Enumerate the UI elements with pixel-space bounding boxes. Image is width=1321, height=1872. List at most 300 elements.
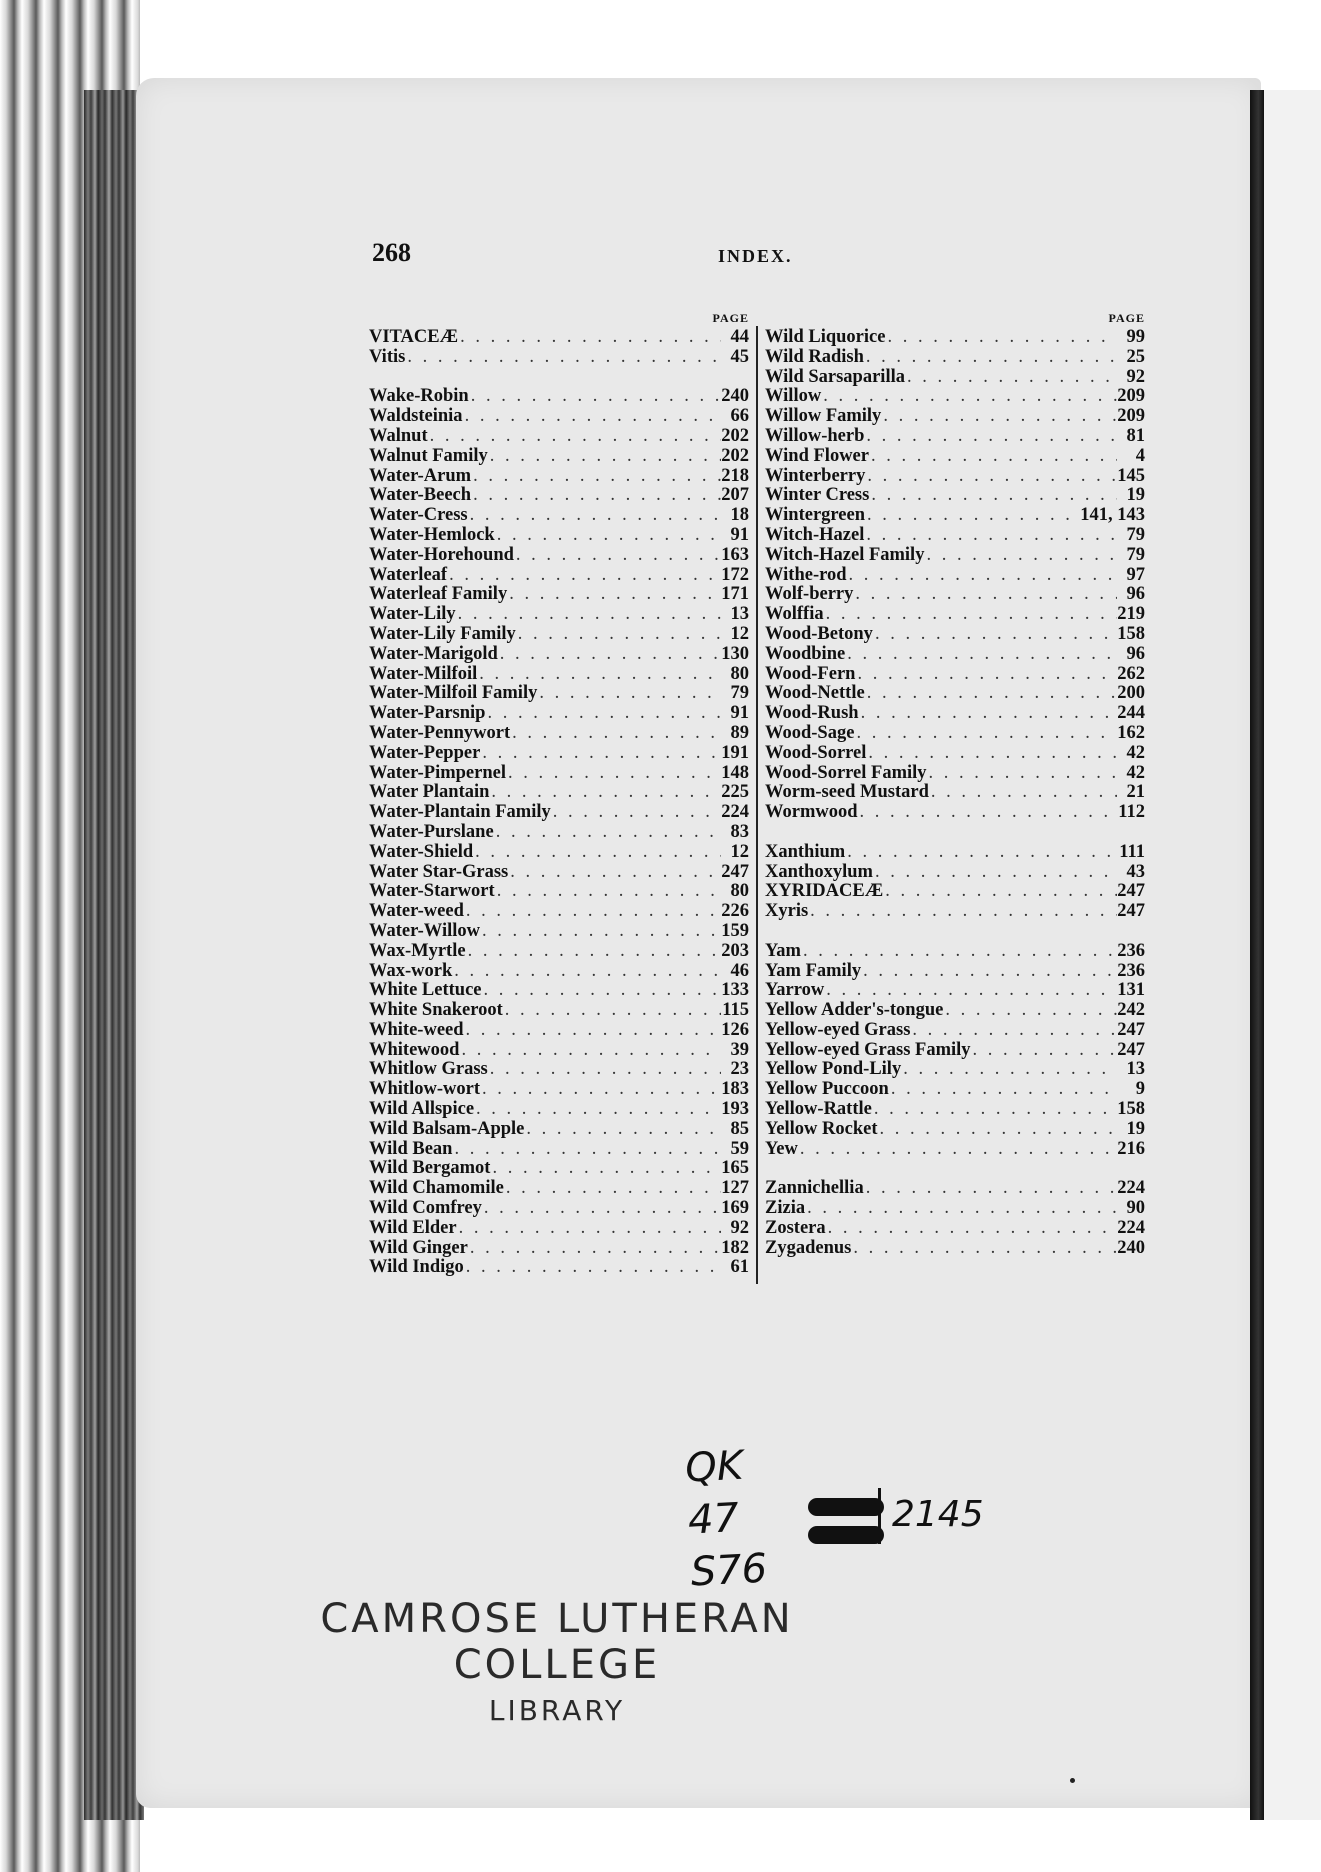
entry-page: 141, 143 (1080, 506, 1145, 526)
entry-page: 165 (721, 1159, 749, 1179)
index-entry (765, 368, 1145, 388)
entry-page: 79 (1126, 525, 1145, 545)
leader-dots (801, 942, 1117, 962)
index-column-left (369, 310, 749, 1278)
entry-page: 13 (730, 605, 749, 625)
index-entry (369, 803, 749, 823)
leader-dots (824, 605, 1117, 625)
index-entry (369, 823, 749, 843)
entry-name: Wood-Sorrel Family (765, 763, 927, 783)
leader-dots (824, 981, 1117, 1001)
leader-dots (826, 1219, 1117, 1239)
entry-page: 163 (721, 545, 749, 565)
leader-dots (855, 665, 1117, 685)
index-entry (369, 1258, 749, 1278)
leader-dots (883, 882, 1117, 902)
entry-page: 247 (721, 862, 749, 882)
entry-page: 224 (1117, 1179, 1145, 1199)
entry-page: 225 (721, 783, 749, 803)
entry-page: 247 (1117, 902, 1145, 922)
index-entry (369, 962, 749, 982)
entry-name: Yam Family (765, 961, 862, 981)
entry-page: 85 (730, 1119, 749, 1139)
entry-page: 91 (730, 704, 749, 724)
index-entry (765, 704, 1145, 724)
index-entry (765, 328, 1145, 348)
entry-name: Yellow Rocket (765, 1119, 878, 1139)
leader-dots (901, 1060, 1117, 1080)
index-entry (369, 724, 749, 744)
entry-name: Wax-Myrtle (369, 941, 466, 961)
index-entry (369, 764, 749, 784)
entry-name: Wood-Sage (765, 723, 855, 743)
leader-dots (551, 803, 721, 823)
index-entry (765, 764, 1145, 784)
leader-dots (464, 1258, 721, 1278)
entry-page: 115 (722, 1001, 749, 1021)
index-entry (369, 625, 749, 645)
entry-name: Wild Balsam-Apple (369, 1119, 525, 1139)
entry-name: Wild Elder (369, 1218, 457, 1238)
leader-dots (858, 803, 1118, 823)
leader-dots (864, 526, 1117, 546)
index-entry (369, 882, 749, 902)
leader-dots (808, 902, 1117, 922)
leader-dots (463, 407, 721, 427)
entry-page: 131 (1117, 981, 1145, 1001)
entry-name: Yellow-Rattle (765, 1100, 872, 1120)
entry-page: 247 (1117, 882, 1145, 902)
entry-name: Walnut Family (369, 446, 488, 466)
entry-name: Wood-Fern (765, 664, 856, 684)
leader-dots (865, 684, 1117, 704)
leader-dots (488, 1060, 721, 1080)
entry-page: 193 (721, 1100, 749, 1120)
leader-dots (878, 1120, 1117, 1140)
leader-dots (881, 407, 1117, 427)
entry-page: 127 (721, 1179, 749, 1199)
index-entry (765, 605, 1145, 625)
index-entry (369, 684, 749, 704)
leader-dots (864, 427, 1117, 447)
leader-dots (864, 348, 1117, 368)
page-column-label: PAGE (1108, 311, 1145, 325)
index-entry (765, 625, 1145, 645)
stamp-line-1: CAMROSE LUTHERAN COLLEGE (320, 1596, 794, 1688)
leader-dots (514, 546, 721, 566)
book-spine (1250, 90, 1264, 1820)
entry-page: 79 (1126, 545, 1145, 565)
entry-page: 202 (721, 426, 749, 446)
entry-name: Xyris (765, 902, 809, 922)
leader-dots (510, 724, 721, 744)
entry-page: 247 (1117, 1020, 1145, 1040)
index-entry (369, 645, 749, 665)
leader-dots (428, 427, 721, 447)
leader-dots (464, 902, 721, 922)
leader-dots (865, 506, 1080, 526)
entry-name: Wormwood (765, 803, 858, 823)
entry-name: Water-Hemlock (369, 525, 495, 545)
call-number-line: 47 (686, 1494, 741, 1544)
entry-name: Water-weed (369, 902, 464, 922)
entry-page: 172 (721, 565, 749, 585)
index-entry (369, 1041, 749, 1061)
entry-page: 96 (1126, 585, 1145, 605)
leader-dots (480, 744, 721, 764)
index-entry (765, 665, 1145, 685)
index-column-right (765, 310, 1145, 1258)
entry-page: 81 (1126, 426, 1145, 446)
entry-name: Willow (765, 387, 822, 407)
leader-dots (469, 387, 721, 407)
index-entry (765, 1199, 1145, 1219)
entry-name: Zostera (765, 1218, 826, 1238)
index-entry (369, 506, 749, 526)
entry-name: Wild Comfrey (369, 1199, 482, 1219)
index-entry (369, 1219, 749, 1239)
index-entry (369, 744, 749, 764)
dust-speck (1070, 1778, 1075, 1783)
entry-name: Wild Ginger (369, 1238, 468, 1258)
index-entry (765, 1041, 1145, 1061)
index-entry (765, 1021, 1145, 1041)
entry-page: 226 (721, 902, 749, 922)
leader-dots (452, 1140, 721, 1160)
leader-dots (482, 1199, 721, 1219)
index-entry (765, 942, 1145, 962)
entry-name: Water Star-Grass (369, 862, 509, 882)
index-entry (765, 387, 1145, 407)
leader-dots (464, 1021, 721, 1041)
leader-dots (466, 942, 721, 962)
entry-name: Water-Marigold (369, 644, 498, 664)
leader-dots (869, 486, 1117, 506)
index-entry (369, 1021, 749, 1041)
entry-page: 97 (1126, 565, 1145, 585)
index-entry (369, 387, 749, 407)
entry-page: 19 (1126, 486, 1145, 506)
entry-page: 42 (1126, 763, 1145, 783)
entry-name: Whitewood (369, 1040, 460, 1060)
entry-page: 23 (730, 1060, 749, 1080)
leader-dots (494, 823, 721, 843)
entry-page: 202 (721, 446, 749, 466)
leader-dots (471, 467, 721, 487)
leader-dots (859, 704, 1117, 724)
leader-dots (537, 684, 721, 704)
entry-page: 240 (1117, 1238, 1145, 1258)
entry-page: 111 (1119, 842, 1145, 862)
index-entry (765, 981, 1145, 1001)
leader-dots (851, 1239, 1117, 1259)
entry-name: Water-Lily Family (369, 624, 516, 644)
entry-page: 244 (1117, 704, 1145, 724)
index-entry (765, 843, 1145, 863)
entry-name: Yarrow (765, 981, 825, 1001)
leader-dots (507, 585, 721, 605)
entry-name: Zygadenus (765, 1238, 852, 1258)
leader-dots (889, 1080, 1117, 1100)
page-column-label: PAGE (712, 311, 749, 325)
entry-page: 145 (1117, 466, 1145, 486)
index-entry (369, 526, 749, 546)
entry-page: 99 (1126, 328, 1145, 347)
entry-name: Whitlow Grass (369, 1060, 488, 1080)
leader-dots (865, 467, 1117, 487)
call-number-line: QK (684, 1442, 745, 1492)
entry-name: Yellow Puccoon (765, 1080, 889, 1100)
leader-dots (452, 962, 721, 982)
leader-dots (480, 922, 721, 942)
entry-name: Worm-seed Mustard (765, 783, 929, 803)
entry-page: 224 (721, 803, 749, 823)
entry-name: Water-Milfoil Family (369, 684, 538, 704)
entry-name: Xanthium (765, 842, 846, 862)
entry-name: Waterleaf Family (369, 585, 508, 605)
entry-name: Withe-rod (765, 565, 847, 585)
index-entry (369, 843, 749, 863)
entry-page: 80 (730, 664, 749, 684)
entry-page: 158 (1117, 624, 1145, 644)
entry-page: 162 (1117, 723, 1145, 743)
entry-page: 224 (1117, 1218, 1145, 1238)
entry-name: Wood-Betony (765, 624, 873, 644)
index-entry (765, 1080, 1145, 1100)
entry-name: Water-Pepper (369, 743, 481, 763)
index-entry (369, 863, 749, 883)
leader-dots (873, 863, 1117, 883)
entry-page: 262 (1117, 664, 1145, 684)
entry-page: 112 (1118, 803, 1145, 823)
entry-name: Waldsteinia (369, 407, 463, 427)
entry-name: Wood-Rush (765, 704, 859, 724)
entry-page: 92 (1126, 367, 1145, 387)
entry-page: 183 (721, 1080, 749, 1100)
leader-dots (854, 724, 1117, 744)
entry-page: 91 (730, 525, 749, 545)
leader-dots (503, 1001, 721, 1021)
entry-page: 13 (1126, 1060, 1145, 1080)
entry-name: Water-Plantain Family (369, 803, 551, 823)
film-edge-left (84, 90, 144, 1820)
index-entry (369, 328, 749, 348)
entry-name: Yew (765, 1139, 798, 1159)
index-entry (369, 605, 749, 625)
leader-dots (853, 585, 1117, 605)
leader-dots (468, 1239, 721, 1259)
index-entry (765, 744, 1145, 764)
entry-name: Xanthoxylum (765, 862, 873, 882)
entry-name: Whitlow-wort (369, 1080, 480, 1100)
entry-name: Wake-Robin (369, 387, 469, 407)
leader-dots (929, 783, 1117, 803)
entry-page: 21 (1126, 783, 1145, 803)
entry-name: Waterleaf (369, 565, 448, 585)
leader-dots (504, 1179, 721, 1199)
leader-dots (458, 328, 721, 348)
leader-dots (798, 1140, 1117, 1160)
entry-page: 247 (1117, 1040, 1145, 1060)
leader-dots (405, 348, 721, 368)
index-entry (765, 407, 1145, 427)
entry-page: 219 (1117, 605, 1145, 625)
leader-dots (885, 328, 1117, 348)
entry-name: Winterberry (765, 466, 866, 486)
entry-name: XYRIDACEÆ (765, 882, 884, 902)
index-entry (369, 1080, 749, 1100)
index-entry (765, 526, 1145, 546)
index-entry (369, 981, 749, 1001)
entry-name: Water-Parsnip (369, 704, 486, 724)
leader-dots (845, 645, 1117, 665)
entry-page: 83 (730, 822, 749, 842)
leader-dots (485, 704, 721, 724)
entry-page: 43 (1126, 862, 1145, 882)
entry-page: 12 (730, 624, 749, 644)
entry-name: Wild Bergamot (369, 1159, 491, 1179)
index-entry (369, 1060, 749, 1080)
redaction-marks (808, 1498, 884, 1544)
entry-name: Wood-Sorrel (765, 743, 867, 763)
leader-dots (821, 387, 1117, 407)
entry-page: 236 (1117, 961, 1145, 981)
index-entry (765, 645, 1145, 665)
entry-page: 61 (730, 1258, 749, 1278)
entry-page: 45 (730, 347, 749, 367)
index-entry (369, 407, 749, 427)
leader-dots (845, 843, 1117, 863)
leader-dots (489, 783, 721, 803)
entry-name: Wild Bean (369, 1139, 453, 1159)
index-entry (369, 902, 749, 922)
entry-page: 80 (730, 882, 749, 902)
leader-dots (477, 665, 721, 685)
leader-dots (524, 1120, 721, 1140)
entry-name: Zannichellia (765, 1179, 864, 1199)
entry-page: 90 (1126, 1199, 1145, 1219)
entry-name: Woodbine (765, 644, 846, 664)
leader-dots (457, 1219, 721, 1239)
leader-dots (490, 1159, 721, 1179)
entry-page: 25 (1126, 347, 1145, 367)
leader-dots (468, 506, 721, 526)
entry-name: Yellow-eyed Grass (765, 1020, 911, 1040)
index-entry (765, 684, 1145, 704)
index-entry (369, 467, 749, 487)
leader-dots (864, 1179, 1117, 1199)
index-entry (369, 486, 749, 506)
handwritten-call-number (664, 1436, 812, 1599)
index-entry (369, 585, 749, 605)
entry-page: 133 (721, 981, 749, 1001)
index-entry (765, 803, 1145, 823)
leader-dots (456, 605, 721, 625)
entry-name: Water-Milfoil (369, 664, 478, 684)
entry-name: Wind Flower (765, 446, 869, 466)
entry-page: 126 (721, 1020, 749, 1040)
index-entry (369, 546, 749, 566)
leader-dots (910, 1021, 1117, 1041)
entry-page: 66 (730, 407, 749, 427)
index-entry (765, 447, 1145, 467)
index-entry (765, 506, 1145, 526)
leader-dots (482, 981, 721, 1001)
index-entry (369, 922, 749, 942)
leader-dots (498, 645, 721, 665)
leader-dots (508, 863, 721, 883)
leader-dots (873, 625, 1117, 645)
entry-page: 89 (730, 723, 749, 743)
entry-name: Water-Starwort (369, 882, 495, 902)
entry-page: 209 (1117, 387, 1145, 407)
index-entry (369, 348, 749, 368)
index-entry (369, 1239, 749, 1259)
entry-page: 59 (730, 1139, 749, 1159)
leader-dots (495, 526, 721, 546)
entry-page: 209 (1117, 407, 1145, 427)
leader-dots (943, 1001, 1117, 1021)
index-entry (369, 704, 749, 724)
index-entry (765, 1100, 1145, 1120)
index-entry (369, 783, 749, 803)
section-gap (765, 922, 1145, 942)
index-entry (765, 486, 1145, 506)
leader-dots (869, 447, 1117, 467)
section-gap (369, 368, 749, 388)
entry-page: 18 (730, 506, 749, 526)
entry-page: 46 (730, 961, 749, 981)
leader-dots (924, 546, 1117, 566)
index-entry (369, 447, 749, 467)
entry-name: Yellow Pond-Lily (765, 1060, 902, 1080)
entry-name: Wild Chamomile (369, 1179, 504, 1199)
index-entry (765, 882, 1145, 902)
page-number: 268 (372, 238, 411, 267)
leader-dots (861, 962, 1117, 982)
entry-page: 130 (721, 644, 749, 664)
entry-page: 240 (721, 387, 749, 407)
call-number-line: S76 (689, 1545, 769, 1596)
leader-dots (927, 764, 1117, 784)
index-entry (765, 1179, 1145, 1199)
entry-name: Walnut (369, 426, 428, 446)
entry-page: 9 (1135, 1080, 1145, 1100)
leader-dots (474, 1100, 721, 1120)
index-entry (765, 1239, 1145, 1259)
entry-name: Wintergreen (765, 506, 866, 526)
entry-page: 191 (721, 743, 749, 763)
entry-name: Wild Sarsaparilla (765, 367, 905, 387)
index-entry (369, 1179, 749, 1199)
index-entry (369, 1001, 749, 1021)
leader-dots (506, 764, 721, 784)
entry-page: 79 (730, 684, 749, 704)
library-stamp (272, 1596, 842, 1727)
index-entry (369, 942, 749, 962)
entry-name: Winter Cress (765, 486, 870, 506)
entry-name: Water Plantain (369, 783, 490, 803)
entry-name: Water-Pennywort (369, 723, 511, 743)
entry-name: Willow Family (765, 407, 882, 427)
stamp-line-2: LIBRARY (488, 1694, 626, 1727)
leader-dots (480, 1080, 721, 1100)
index-entry (765, 1001, 1145, 1021)
leader-dots (971, 1041, 1117, 1061)
entry-page: 242 (1117, 1001, 1145, 1021)
section-gap (765, 823, 1145, 843)
index-entry (765, 1219, 1145, 1239)
